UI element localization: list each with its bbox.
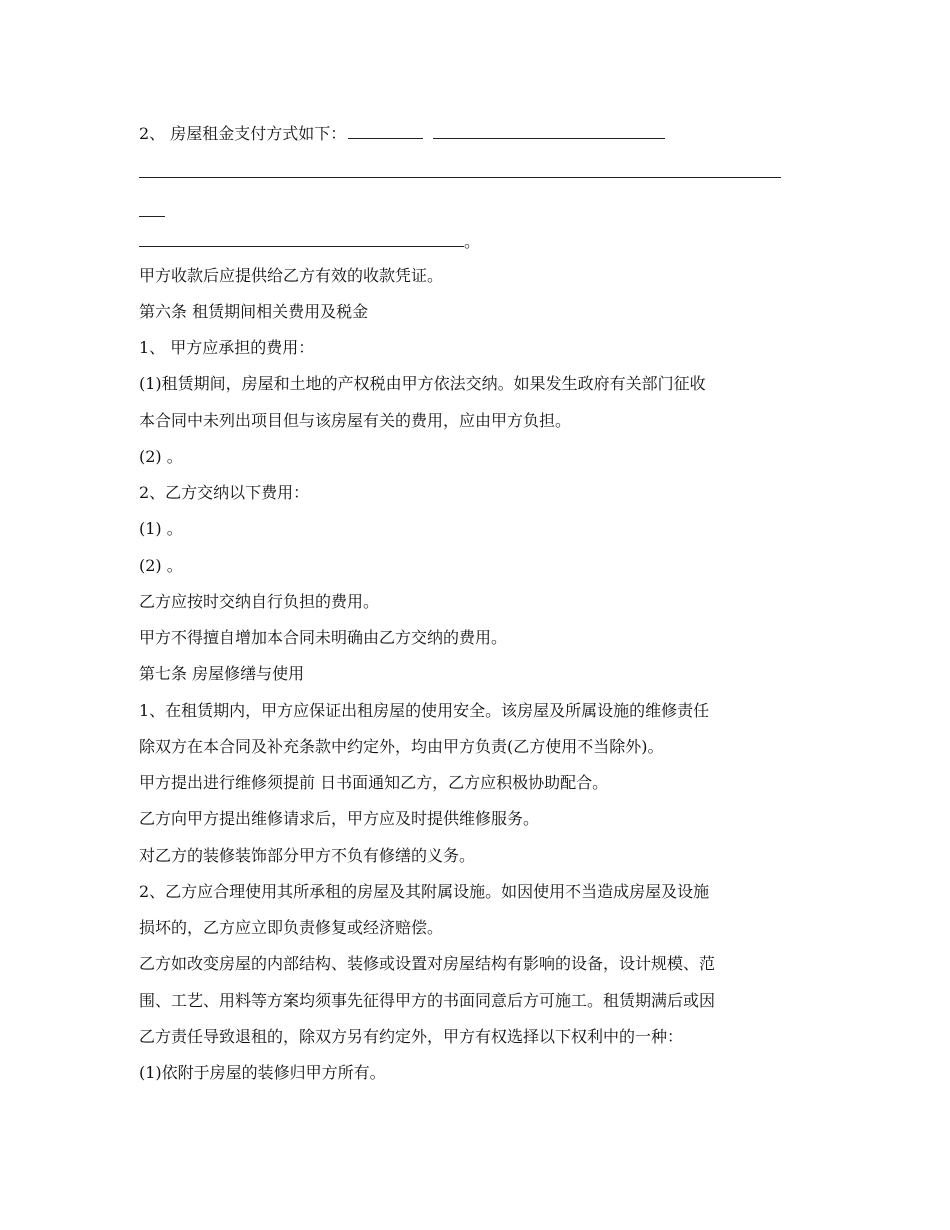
text-line: 1、在租赁期内，甲方应保证出租房屋的使用安全。该房屋及所属设施的维修责任: [139, 701, 710, 720]
blank-rule: [139, 216, 165, 217]
text-line: (1)依附于房屋的装修归甲方所有。: [139, 1063, 386, 1082]
text-line: (1) 。: [139, 519, 183, 538]
text-line: 对乙方的装修装饰部分甲方不负有修缮的义务。: [139, 846, 476, 865]
blank-field: [433, 124, 665, 139]
blank-rule: [139, 177, 781, 178]
blank-line-end: [139, 232, 480, 252]
text-line: 1、 甲方应承担的费用：: [139, 338, 315, 357]
text-line: 乙方应按时交纳自行负担的费用。: [139, 592, 380, 611]
rent-payment-label: 2、 房屋租金支付方式如下：: [139, 124, 347, 143]
text-line: 除双方在本合同及补充条款中约定外，均由甲方负责(乙方使用不当除外)。: [139, 737, 664, 756]
period-mark: 。: [464, 232, 481, 251]
blank-field: [139, 232, 464, 247]
text-line: 甲方收款后应提供给乙方有效的收款凭证。: [139, 266, 444, 285]
text-line: 本合同中未列出项目但与该房屋有关的费用，应由甲方负担。: [139, 411, 572, 430]
article-6-heading: 第六条 租赁期间相关费用及税金: [139, 302, 369, 321]
text-line: (2) 。: [139, 447, 183, 466]
blank-field: [348, 124, 423, 139]
text-line: 乙方如改变房屋的内部结构、装修或设置对房屋结构有影响的设备，设计规模、范: [139, 954, 716, 973]
text-line: 乙方向甲方提出维修请求后，甲方应及时提供维修服务。: [139, 809, 540, 828]
text-line: 2、乙方交纳以下费用：: [139, 483, 310, 502]
article-7-heading: 第七条 房屋修缮与使用: [139, 664, 305, 683]
text-line: 乙方责任导致退租的，除双方另有约定外，甲方有权选择以下权利中的一种：: [139, 1027, 684, 1046]
text-line: 2、乙方应合理使用其所承租的房屋及其附属设施。如因使用不当造成房屋及设施: [139, 882, 710, 901]
rent-payment-line: [139, 124, 665, 144]
text-line: (1)租赁期间，房屋和土地的产权税由甲方依法交纳。如果发生政府有关部门征收: [139, 374, 706, 393]
text-line: 甲方提出进行维修须提前 日书面通知乙方，乙方应积极协助配合。: [139, 773, 609, 792]
text-line: (2) 。: [139, 556, 183, 575]
text-line: 甲方不得擅自增加本合同未明确由乙方交纳的费用。: [139, 628, 508, 647]
text-line: 损坏的，乙方应立即负责修复或经济赔偿。: [139, 918, 444, 937]
text-line: 围、工艺、用料等方案均须事先征得甲方的书面同意后方可施工。租赁期满后或因: [139, 991, 716, 1010]
